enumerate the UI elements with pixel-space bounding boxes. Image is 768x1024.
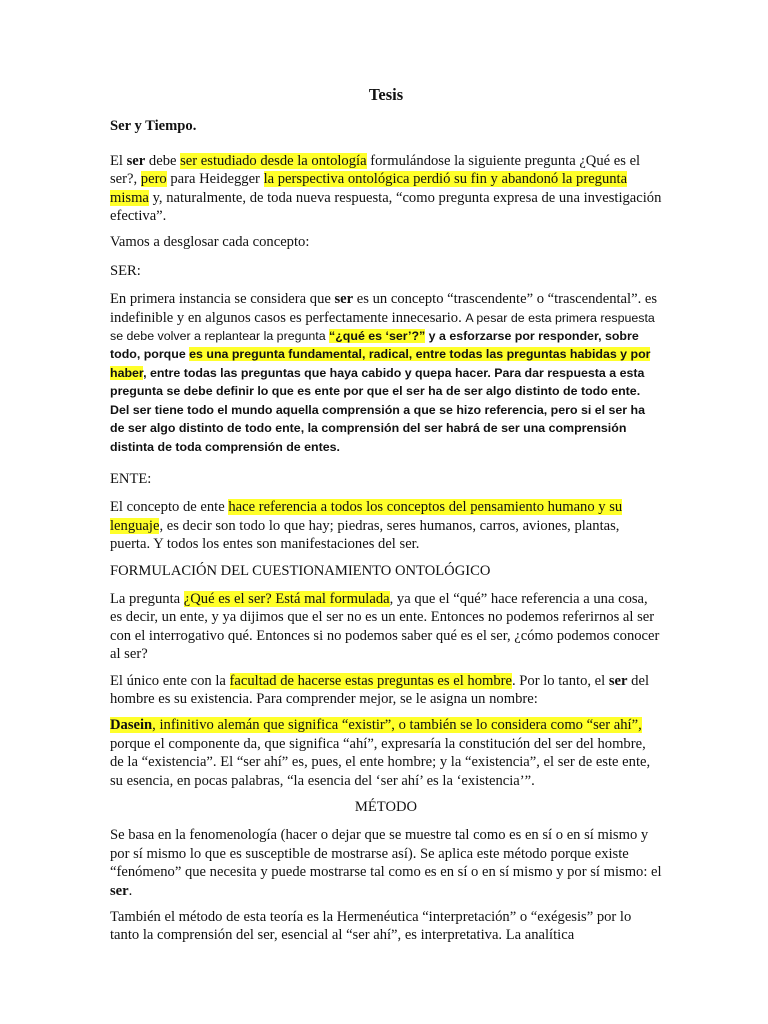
paragraph-dasein: Dasein, infinitivo alemán que significa “existir”, o también se lo considera como “ser ahí”, porque el componente da, que significa “ahí”, expresaría la constitución del ser del hombre, de la “existencia”. El “ser ahí” es, pues, el ente hombre; y la “existencia”, el ser de este ente, su esencia, en pocas palabras, “la esencia del ‘ser ahí’ es la ‘existencia’”. [110, 717, 651, 789]
highlight: ser estudiado desde la ontología [180, 152, 367, 169]
heading-formulacion: FORMULACIÓN DEL CUESTIONAMIENTO ONTOLÓGICO [110, 562, 491, 579]
document-body [110, 86, 662, 953]
document-subtitle: Ser y Tiempo. [110, 118, 197, 135]
highlight: pero [140, 171, 167, 188]
heading-metodo: MÉTODO [354, 799, 418, 815]
highlight: la perspectiva ontológica perdió su fin y abandonó la pregunta misma [110, 171, 628, 206]
highlight: hace referencia a todos los conceptos del pensamiento humano y su lenguaje [110, 499, 623, 534]
document-title: Tesis [368, 85, 404, 104]
paragraph-ente: El concepto de ente hace referencia a todos los conceptos del pensamiento humano y su lenguaje, es decir son todo lo que hay; piedras, seres humanos, carros, aviones, plantas, puerta. Y todos los entes son manifestaciones del ser. [110, 499, 623, 553]
heading-ente: ENTE: [110, 470, 152, 487]
highlight: Dasein [110, 717, 153, 734]
paragraph-unico-ente: El único ente con la facultad de hacerse estas preguntas es el hombre. Por lo tanto, el ser del hombre es su existencia. Para comprender mejor, se le asigna un nombre: [110, 672, 649, 707]
highlight: , infinitivo alemán que significa “existir”, o también se lo considera como “ser ahí”, [152, 717, 642, 734]
paragraph-metodo: Se basa en la fenomenología (hacer o dejar que se muestre tal como es en sí o en sí mismo y por sí mismo lo que es susceptible de mostrarse así). Se aplica este método porque existe “fenómeno” que necesita y puede mostrarse tal como es en sí o en sí mismo y por sí mismo: el ser. [110, 827, 662, 899]
highlight: “¿qué es ‘ser’?” [329, 329, 426, 344]
highlight: es una pregunta fundamental, radical, entre todas las preguntas habidas y por haber [110, 347, 651, 380]
paragraph-desglosar: Vamos a desglosar cada concepto: [110, 234, 310, 251]
highlight: ¿Qué es el ser? Está mal formulada [183, 590, 390, 607]
paragraph-ser-intro: El ser debe ser estudiado desde la ontología formulándose la siguiente pregunta ¿Qué es el ser?, pero para Heidegger la perspectiva ontológica perdió su fin y abandonó la pregunta misma y, naturalmente, de toda nueva respuesta, “como pregunta expresa de una investigación efectiva”. [110, 152, 662, 225]
paragraph-formulacion: La pregunta ¿Qué es el ser? Está mal formulada, ya que el “qué” hace referencia a una cosa, es decir, un ente, y ya dijimos que el ser no es un ente. Entonces no podemos referirnos al ser con el interrogativo qué. Entonces si no podemos saber qué es el ser, ¿cómo podemos conocer al ser? [110, 590, 660, 663]
paragraph-hermeneutica: También el método de esta teoría es la Hermenéutica “interpretación” o “exégesis” por lo tanto la comprensión del ser, esencial al “ser ahí”, es interpretativa. La analítica [110, 909, 632, 944]
paragraph-ser-definicion: En primera instancia se considera que ser es un concepto “trascendente” o “trascendental”. es indefinible y en algunos casos es perfectamente innecesario. A pesar de esta primera respuesta se debe volver a replantear la pregunta “¿qué es ‘ser’?” y a esforzarse por responder, sobre todo, porque es una pregunta fundamental, radical, entre todas las preguntas habidas y por haber, entre todas las preguntas que haya cabido y quepa hacer. Para dar respuesta a esta pregunta se debe definir lo que es ente por que el ser ha de ser algo distinto de todo ente. Del ser tiene todo el mundo aquella comprensión a que se hizo referencia, pero si el ser ha de ser algo distinto de todo ente, la comprensión del ser habrá de ser una comprensión distinta de toda comprensión de entes. [110, 291, 658, 454]
heading-ser: SER: [110, 262, 141, 279]
highlight: facultad de hacerse estas preguntas es el hombre [229, 672, 512, 689]
